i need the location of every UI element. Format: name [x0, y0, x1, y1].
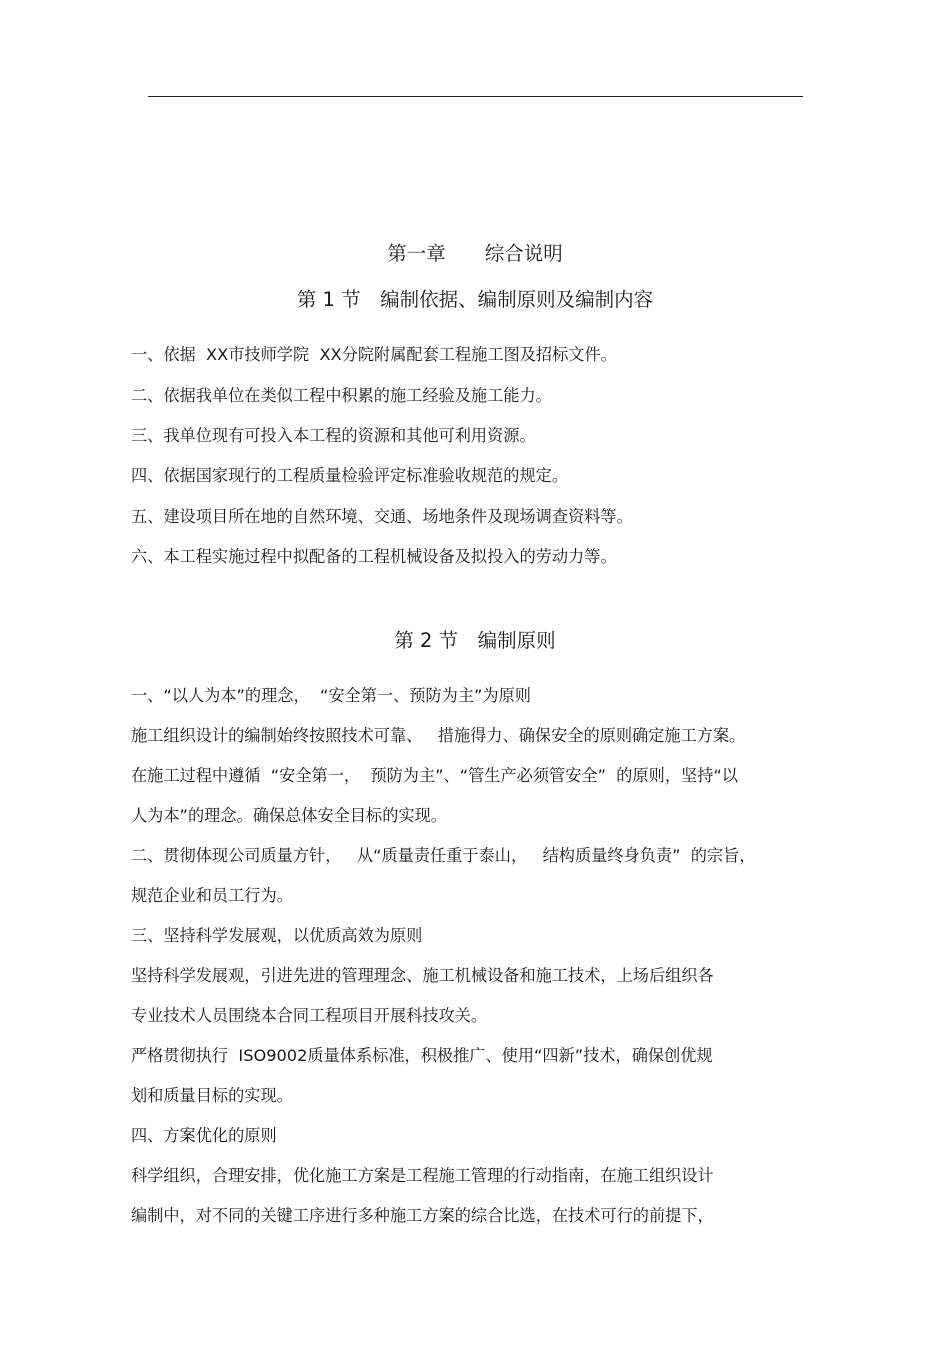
section-2-line: 三、坚持科学发展观，以优质高效为原则: [131, 926, 423, 945]
section-1-item: 二、依据我单位在类似工程中积累的施工经验及施工能力。: [131, 386, 552, 405]
section-2-line: 一、“以人为本”的理念， “安全第一、预防为主”为原则: [131, 686, 531, 705]
section-1-item: 三、我单位现有可投入本工程的资源和其他可利用资源。: [131, 426, 536, 445]
section-1-item: 四、依据国家现行的工程质量检验评定标准验收规范的规定。: [131, 466, 569, 485]
section-2-line: 严格贯彻执行 ISO9002质量体系标准，积极推广、使用“四新”技术，确保创优规: [131, 1046, 713, 1065]
header-rule: [148, 96, 803, 97]
section-2-line: 坚持科学发展观，引进先进的管理理念、施工机械设备和施工技术，上场后组织各: [131, 966, 714, 985]
section-1-item: 一、依据 XX市技师学院 XX分院附属配套工程施工图及招标文件。: [131, 345, 617, 364]
section-2-line: 施工组织设计的编制始终按照技术可靠、 措施得力、确保安全的原则确定施工方案。: [131, 726, 746, 745]
section-2-line: 二、贯彻体现公司质量方针， 从“质量责任重于泰山， 结构质量终身负责” 的宗旨，: [131, 846, 756, 865]
section-2-line: 规范企业和员工行为。: [131, 886, 293, 905]
section-1-title: 第 1 节 编制依据、编制原则及编制内容: [296, 288, 654, 311]
section-2-line: 编制中，对不同的关键工序进行多种施工方案的综合比选，在技术可行的前提下，: [131, 1206, 714, 1225]
section-2-line: 划和质量目标的实现。: [131, 1086, 293, 1105]
section-2-line: 科学组织，合理安排，优化施工方案是工程施工管理的行动指南，在施工组织设计: [131, 1166, 714, 1185]
section-2-title: 第 2 节 编制原则: [394, 629, 556, 652]
section-1-item: 五、建设项目所在地的自然环境、交通、场地条件及现场调查资料等。: [131, 507, 633, 526]
section-2-line: 人为本”的理念。确保总体安全目标的实现。: [131, 806, 447, 825]
section-2-line: 在施工过程中遵循 “安全第一， 预防为主”、“管生产必须管安全” 的原则，坚持“以: [131, 766, 738, 785]
section-1-item: 六、本工程实施过程中拟配备的工程机械设备及拟投入的劳动力等。: [131, 547, 617, 566]
chapter-title: 第一章 综合说明: [387, 242, 563, 265]
section-2-line: 专业技术人员围绕本合同工程项目开展科技攻关。: [131, 1006, 488, 1025]
section-2-line: 四、方案优化的原则: [131, 1126, 277, 1145]
